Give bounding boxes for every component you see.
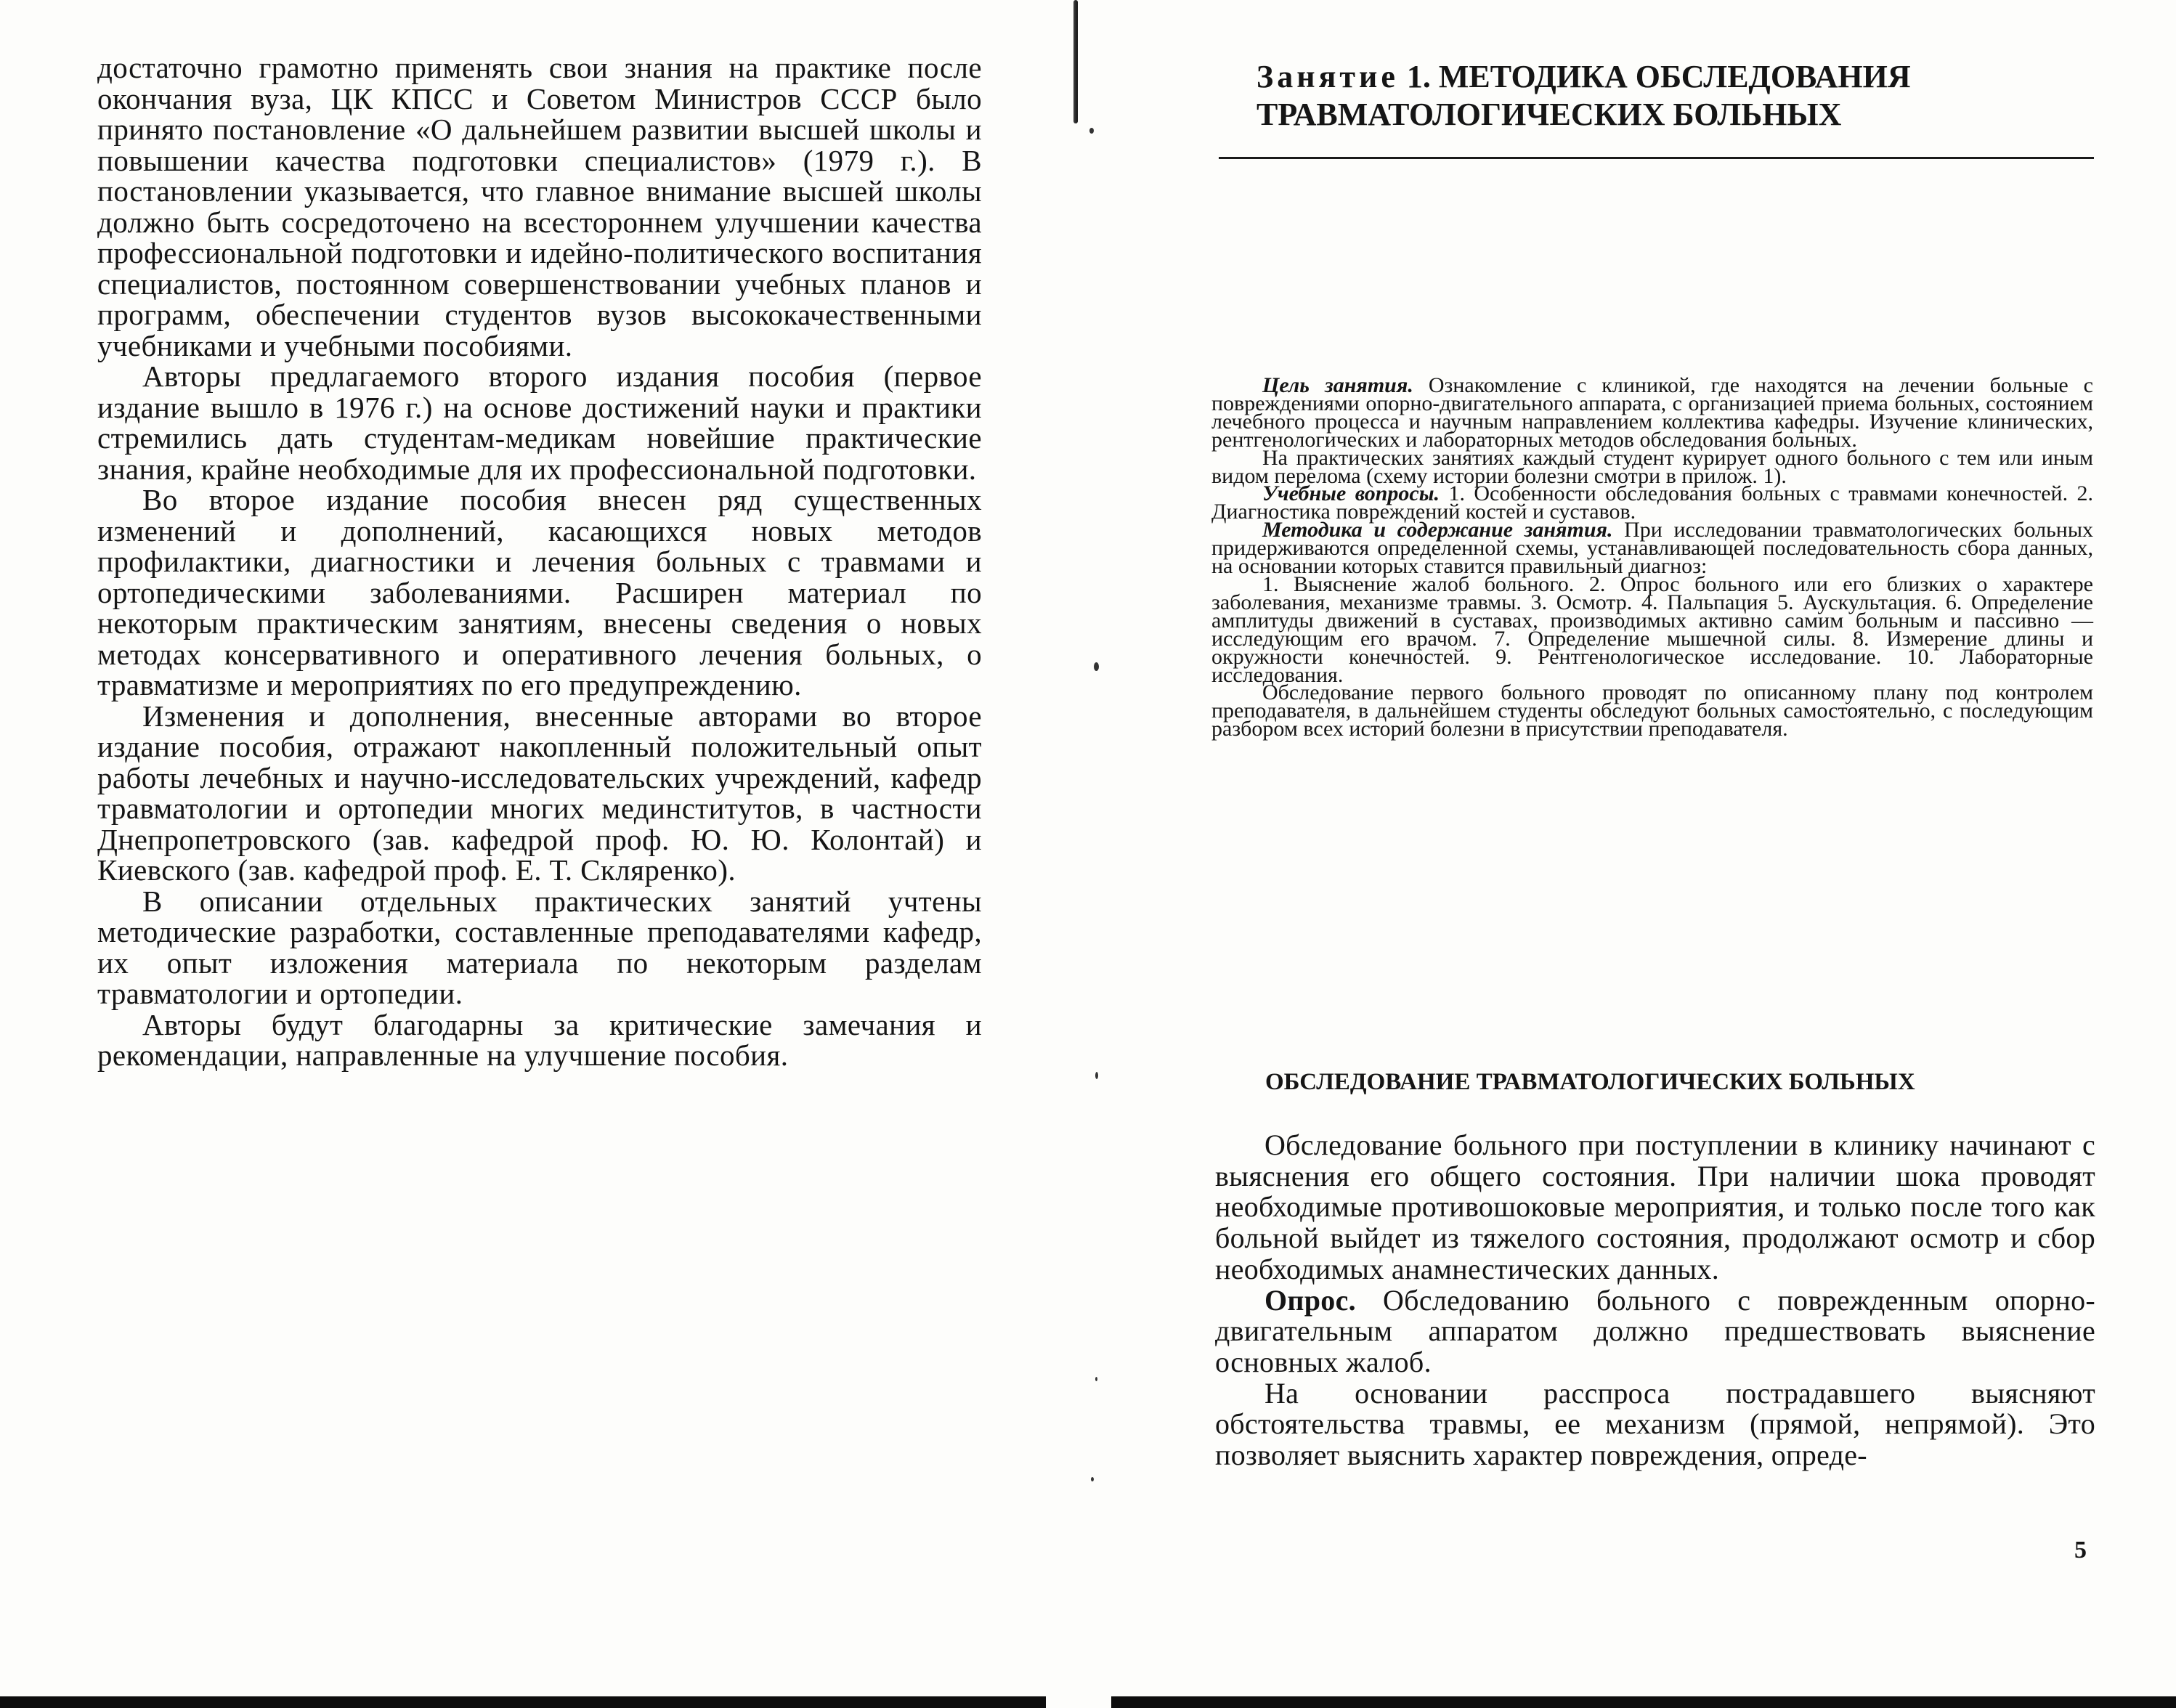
practice-paragraph: На практических занятиях каждый студент курирует одного больного с тем или иным видом перелома (схему истории болезни смотри в прилож. 1).	[1211, 445, 2093, 488]
lesson-title-line2: ТРАВМАТОЛОГИЧЕСКИХ БОЛЬНЫХ	[1257, 97, 1842, 132]
lesson-title-rest: 1. МЕТОДИКА ОБСЛЕДОВАНИЯ	[1406, 59, 1911, 94]
preface-paragraph-4: Изменения и дополнения, внесенные авторами во второе издание пособия, отражают накопленный положительный опыт работы лечебных и научно-исследовательских учреждений, кафедр травматологии и ортопедии многих мединститутов, в частности Днепропетровского (зав. кафедрой проф. Ю. Ю. Колонтай) и Киевского (зав. кафедрой проф. Е. Т. Скляренко).	[97, 699, 982, 887]
first-patient-paragraph: Обследование первого больного проводят по описанному плану под контролем преподавателя, в дальнейшем студенты обследуют больных самостоятельно, с последующим разбором всех историй болезни в присутствии преподавателя.	[1211, 680, 2093, 741]
preface-paragraph-5: В описании отдельных практических занятий учтены методические разработки, составленные преподавателями кафедр, их опыт изложения материала по некоторым разделам травматологии и ортопедии.	[97, 884, 982, 1010]
survey-label: Опрос.	[1264, 1283, 1356, 1317]
steps-paragraph: 1. Выяснение жалоб больного. 2. Опрос больного или его близких о характере заболевания, механизме травмы. 3. Осмотр. 4. Пальпация 5. Аускультация. 6. Определение амплитуды движений в суставах, производимых активно самим больным и пассивно — исследующим его врачом. 7. Определение мышечной силы. 8. Измерение длины и окружности конечностей. 9. Рентгенологическое исследование. 10. Лабораторные исследования.	[1211, 572, 2093, 687]
method-text: При исследовании травматологических больных придерживаются определенной схемы, устанавливающей последовательность сбора данных, на основании которых ставится правильный диагноз:	[1211, 518, 2093, 579]
preface-text	[97, 52, 982, 1071]
questions-label: Учебные вопросы.	[1262, 481, 1440, 506]
questions-paragraph	[1211, 481, 2093, 524]
section-heading: ОБСЛЕДОВАНИЕ ТРАВМАТОЛОГИЧЕСКИХ БОЛЬНЫХ	[1265, 1069, 1915, 1095]
survey-paragraph	[1215, 1285, 2095, 1378]
exam-paragraph: Обследование больного при поступлении в клинику начинают с выяснения его общего состояния. При наличии шока проводят необходимые противошоковые мероприятия, и только после того как больной выйдет из тяжелого состояния, продолжают осмотр и сбор необходимых анамнестических данных.	[1215, 1128, 2095, 1285]
lesson-title-word: Занятие	[1257, 59, 1399, 94]
preface-paragraph-6: Авторы будут благодарны за критические замечания и рекомендации, направленные на улучшение пособия.	[97, 1007, 982, 1072]
method-label: Методика и содержание занятия.	[1262, 518, 1613, 542]
right-page	[1088, 0, 2176, 1708]
questions-text: 1. Особенности обследования больных с травмами конечностей. 2. Диагностика повреждений костей и суставов.	[1211, 481, 2093, 524]
lesson-title	[1257, 58, 2128, 134]
preface-paragraph-2: Авторы предлагаемого второго издания пособия (первое издание вышло в 1976 г.) на основе достижений науки и практики стремились дать студентам-медикам новейшие практические знания, крайне необходимые для их профессиональной подготовки.	[97, 359, 982, 486]
page-number: 5	[2074, 1537, 2087, 1563]
goal-paragraph	[1211, 373, 2093, 452]
goal-text: Ознакомление с клиникой, где находятся на лечении больные с повреждениями опорно-двигательного аппарата, с организацией приема больных, состоянием лечебного процесса и научным направлением коллектива кафедры. Изучение клинических, рентгенологических и лабораторных методов обследования больных.	[1211, 373, 2093, 452]
method-paragraph	[1211, 518, 2093, 579]
preface-paragraph-3: Во второе издание пособия внесен ряд существенных изменений и дополнений, касающихся новых методов профилактики, диагностики и лечения больных с травмами и ортопедическими заболеваниями. Расширен материал по некоторым практическим занятиям, внесены сведения о новых методах консервативного и оперативного лечения больных, о травматизме и мероприятиях по его предупреждению.	[97, 483, 982, 702]
lesson-overview	[1211, 373, 2093, 741]
book-gutter-mark	[1073, 0, 1078, 123]
title-divider	[1219, 157, 2094, 159]
survey-text: Обследованию больного с поврежденным опорно-двигательным аппаратом должно предшествовать выяснение основных жалоб.	[1215, 1283, 2095, 1378]
examination-text	[1215, 1130, 2095, 1471]
preface-paragraph-1: достаточно грамотно применять свои знания на практике после окончания вуза, ЦК КПСС и Советом Министров СССР было принято постановление «О дальнейшем развитии высшей школы и повышении качества подготовки специалистов» (1979 г.). В постановлении указывается, что главное внимание высшей школы должно быть сосредоточено на всестороннем улучшении качества профессиональной подготовки и идейно-политического воспитания специалистов, постоянном совершенствовании учебных планов и программ, обеспечении студентов вузов высококачественными учебниками и учебными пособиями.	[97, 51, 982, 362]
last-paragraph: На основании расспроса пострадавшего выясняют обстоятельства травмы, ее механизм (прямой, непрямой). Это позволяет выяснить характер повреждения, опреде-	[1215, 1376, 2095, 1472]
goal-label: Цель занятия.	[1262, 373, 1413, 397]
scan-bottom-gap	[1046, 1696, 1111, 1708]
